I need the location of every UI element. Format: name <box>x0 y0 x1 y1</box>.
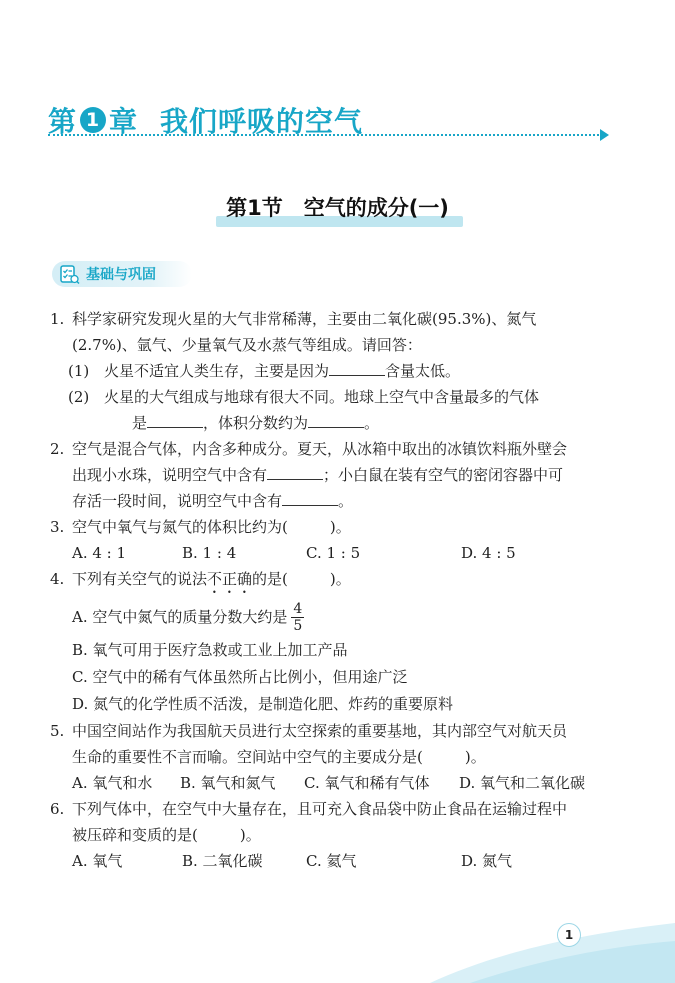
option-b[interactable]: B. 1 : 4 <box>182 544 237 562</box>
option-a[interactable]: A. 空气中氮气的质量分数大约是 $\frac{4}{5}$ <box>72 600 303 634</box>
question-list <box>50 306 615 874</box>
option-a[interactable]: A. 氧气和水 <box>72 774 153 792</box>
chapter-number-badge: 1 <box>80 107 106 133</box>
question-text: (2.7%)、氩气、少量氧气及水蒸气等组成。请回答： <box>72 336 422 354</box>
answer-blank[interactable] <box>329 359 385 376</box>
chapter-dotted-rule <box>48 134 603 136</box>
section-title: 第1节 空气的成分(一) <box>220 192 455 222</box>
question-number: 6. <box>50 800 65 818</box>
checklist-icon <box>58 263 80 285</box>
question-number: 2. <box>50 440 65 458</box>
option-d[interactable]: D. 氮气的化学性质不活泼，是制造化肥、炸药的重要原料 <box>72 695 454 713</box>
option-a[interactable]: A. 4 : 1 <box>72 544 127 562</box>
chapter-header <box>48 100 608 150</box>
chapter-suffix: 章 <box>109 105 139 138</box>
options-row <box>72 540 615 566</box>
question-4: 4. 下列有关空气的说法不正确的是( )。 <box>50 566 615 597</box>
answer-blank[interactable] <box>282 489 338 506</box>
option-d[interactable]: D. 氮气 <box>461 852 513 870</box>
section-badge <box>52 261 192 287</box>
option-c[interactable]: C. 氦气 <box>306 852 357 870</box>
question-6: 6. 下列气体中，在空气中大量存在，且可充入食品袋中防止食品在运输过程中 被压碎和变质的是( )。 <box>50 796 615 848</box>
answer-blank[interactable] <box>267 463 323 480</box>
question-number: 4. <box>50 570 65 588</box>
footer-wave-decoration <box>430 915 675 983</box>
question-5: 5. 中国空间站作为我国航天员进行太空探索的重要基地，其内部空气对航天员 生命的重要性不言而喻。空间站中空气的主要成分是( )。 <box>50 718 615 770</box>
sub-question-1: (1) 火星不适宜人类生存，主要是因为 含量太低。 <box>68 358 615 384</box>
question-text: 科学家研究发现火星的大气非常稀薄，主要由二氧化碳(95.3%)、氮气 <box>72 310 537 328</box>
options-row <box>72 770 615 796</box>
chapter-prefix: 第 <box>48 105 78 138</box>
question-number: 3. <box>50 518 65 536</box>
question-3: 3. 空气中氧气与氮气的体积比约为( )。 <box>50 514 615 540</box>
answer-blank[interactable] <box>147 411 203 428</box>
options-row <box>72 848 615 874</box>
question-number: 5. <box>50 722 65 740</box>
sub-question-2: (2) 火星的大气组成与地球有很大不同。地球上空气中含量最多的气体 是 ，体积分数约为 。 <box>68 388 540 432</box>
arrow-right-icon <box>600 129 609 141</box>
option-b[interactable]: B. 氧气和氮气 <box>180 774 276 792</box>
option-c[interactable]: C. 空气中的稀有气体虽然所占比例小，但用途广泛 <box>72 668 408 686</box>
option-c[interactable]: C. 1 : 5 <box>306 544 361 562</box>
question-2: 2. 空气是混合气体，内含多种成分。夏天，从冰箱中取出的冰镇饮料瓶外壁会 出现小水珠，说明空气中含有 ；小白鼠在装有空气的密闭容器中可 存活一段时间，说明空气中含有 。 <box>50 436 615 514</box>
option-d[interactable]: D. 4 : 5 <box>461 544 516 562</box>
page-number: 1 <box>557 923 581 947</box>
option-d[interactable]: D. 氧气和二氧化碳 <box>459 774 586 792</box>
option-a[interactable]: A. 氧气 <box>72 852 123 870</box>
section-header <box>0 192 675 222</box>
option-b[interactable]: B. 二氧化碳 <box>182 852 263 870</box>
question-number: 1. <box>50 310 65 328</box>
emphasis-text: 不正确 <box>207 570 253 588</box>
option-b[interactable]: B. 氧气可用于医疗急救或工业上加工产品 <box>72 641 348 659</box>
fraction: $\frac{4}{5}$ <box>293 600 303 634</box>
question-1 <box>50 306 615 358</box>
answer-blank[interactable] <box>308 411 364 428</box>
option-c[interactable]: C. 氧气和稀有气体 <box>304 774 430 792</box>
chapter-name: 我们呼吸的空气 <box>160 105 364 138</box>
badge-label: 基础与巩固 <box>86 267 156 283</box>
